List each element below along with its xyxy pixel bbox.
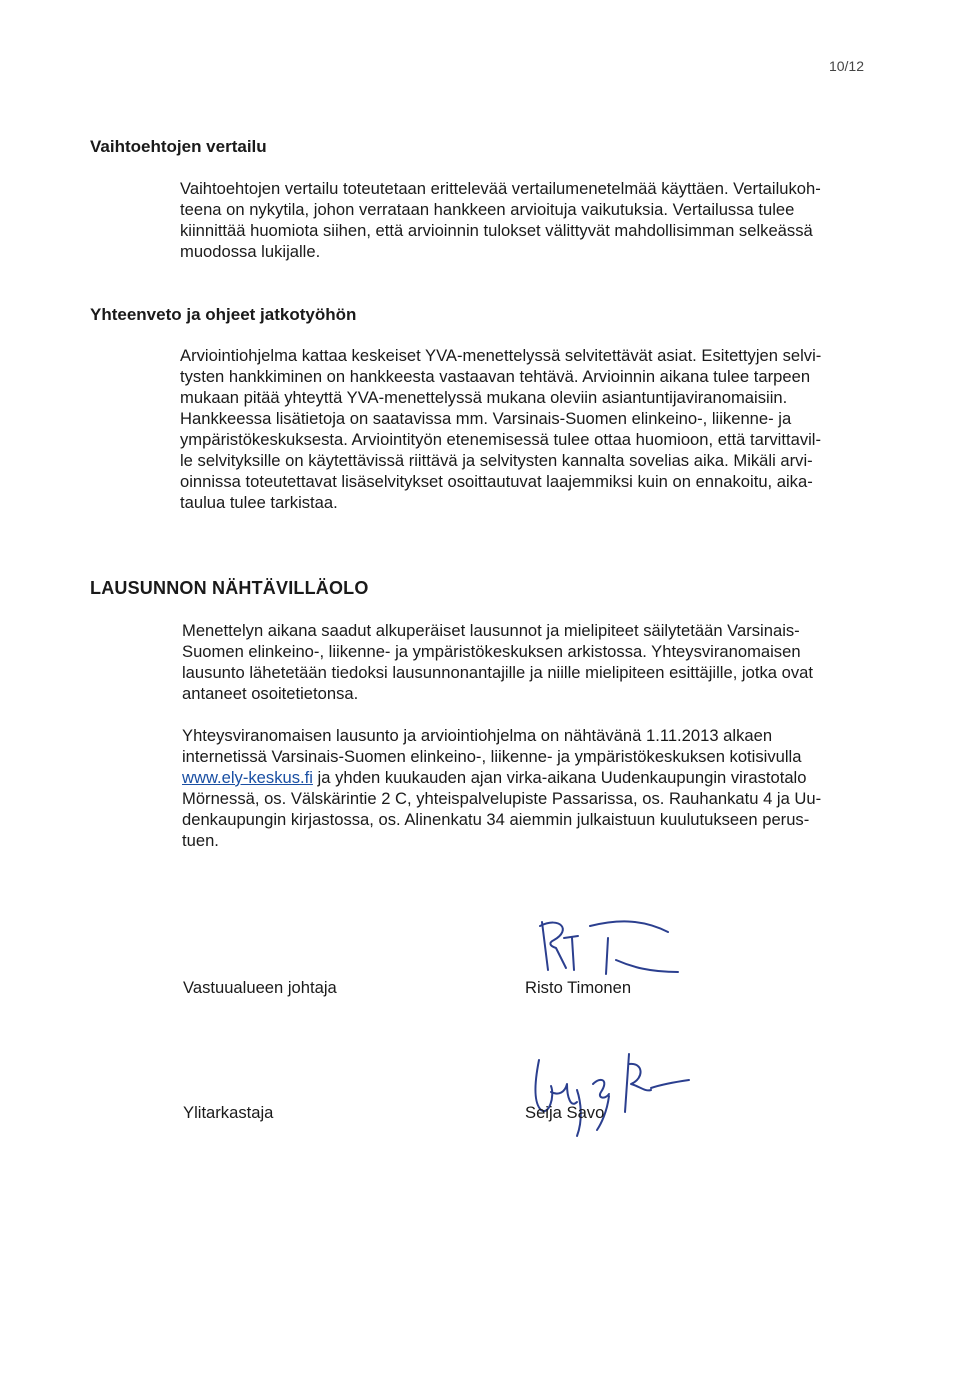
paragraph-comparison [180, 178, 821, 262]
text-line: ympäristökeskuksesta. Arviointityön etenemisessä tulee ottaa huomioon, että tarvittavil- [180, 430, 822, 449]
paragraph-availability-2 [182, 725, 821, 851]
text-line: lausunto lähetetään tiedoksi lausunnonantajille ja niille mielipiteen esittäjille, jotka ovat [182, 663, 813, 682]
signature-role-2: Ylitarkastaja [183, 1103, 274, 1122]
text-line [182, 767, 821, 788]
signature-handwriting-2 [505, 1040, 695, 1140]
section-heading-summary: Yhteenveto ja ohjeet jatkotyöhön [90, 305, 357, 324]
text-line: taulua tulee tarkistaa. [180, 493, 338, 512]
paragraph-summary [180, 345, 821, 513]
signature-handwriting-1 [520, 912, 690, 984]
text-line: Menettelyn aikana saadut alkuperäiset lausunnot ja mielipiteet säilytetään Varsinais- [182, 621, 800, 640]
text-line: tysten hankkiminen on hankkeesta vastaavan tehtävä. Arvioinnin aikana tulee tarpeen [180, 367, 811, 386]
paragraph-availability-1 [182, 620, 813, 704]
text-line: Vaihtoehtojen vertailu toteutetaan erittelevää vertailumenetelmää käyttäen. Vertailukoh- [180, 179, 821, 198]
signature-name-1: Risto Timonen [525, 978, 632, 997]
section-heading-availability: LAUSUNNON NÄHTÄVILLÄOLO [90, 578, 369, 598]
text-line: Arviointiohjelma kattaa keskeiset YVA-menettelyssä selvitettävät asiat. Esitettyjen selvi- [180, 346, 822, 365]
text-line: Mörnessä, os. Välskärintie 2 C, yhteispalvelupiste Passarissa, os. Rauhankatu 4 ja Uu- [182, 789, 822, 808]
signature-name-2: Seija Savo [525, 1103, 605, 1122]
text-line: tuen. [182, 831, 219, 850]
page-number: 10/12 [828, 58, 864, 74]
section-heading-comparison: Vaihtoehtojen vertailu [90, 137, 267, 156]
text-line: Yhteysviranomaisen lausunto ja arviointiohjelma on nähtävänä 1.11.2013 alkaen [182, 726, 773, 745]
ely-keskus-link[interactable]: www.ely-keskus.fi [182, 768, 313, 787]
text-line: le selvityksille on käytettävissä riittävä ja selvitysten kannalta sovelias aika. Mikäli arvi- [180, 451, 813, 470]
text-fragment: ja yhden kuukauden ajan virka-aikana Uudenkaupungin virastotalo [312, 768, 807, 787]
signature-role-1: Vastuualueen johtaja [183, 978, 337, 997]
text-line: antaneet osoitetietonsa. [182, 684, 359, 703]
text-line: internetissä Varsinais-Suomen elinkeino-, liikenne- ja ympäristökeskuksen kotisivulla [182, 747, 802, 766]
text-line: oinnissa toteutettavat lisäselvitykset osoittautuvat laajemmiksi kuin on ennakoitu, aika- [180, 472, 813, 491]
text-line: kiinnittää huomiota siihen, että arvioinnin tulokset välittyvät mahdollisimman selkeässä [180, 221, 813, 240]
text-line: muodossa lukijalle. [180, 242, 321, 261]
text-line: mukaan pitää yhteyttä YVA-menettelyssä mukana oleviin asiantuntijaviranomaisiin. [180, 388, 788, 407]
text-line: Hankkeessa lisätietoja on saatavissa mm. Varsinais-Suomen elinkeino-, liikenne- ja [180, 409, 792, 428]
text-line: denkaupungin kirjastossa, os. Alinenkatu 34 aiemmin julkaistuun kuulutukseen perus- [182, 810, 810, 829]
text-line: Suomen elinkeino-, liikenne- ja ympäristökeskuksen arkistossa. Yhteysviranomaisen [182, 642, 801, 661]
text-line: teena on nykytila, johon verrataan hankkeen arvioituja vaikutuksia. Vertailussa tulee [180, 200, 795, 219]
